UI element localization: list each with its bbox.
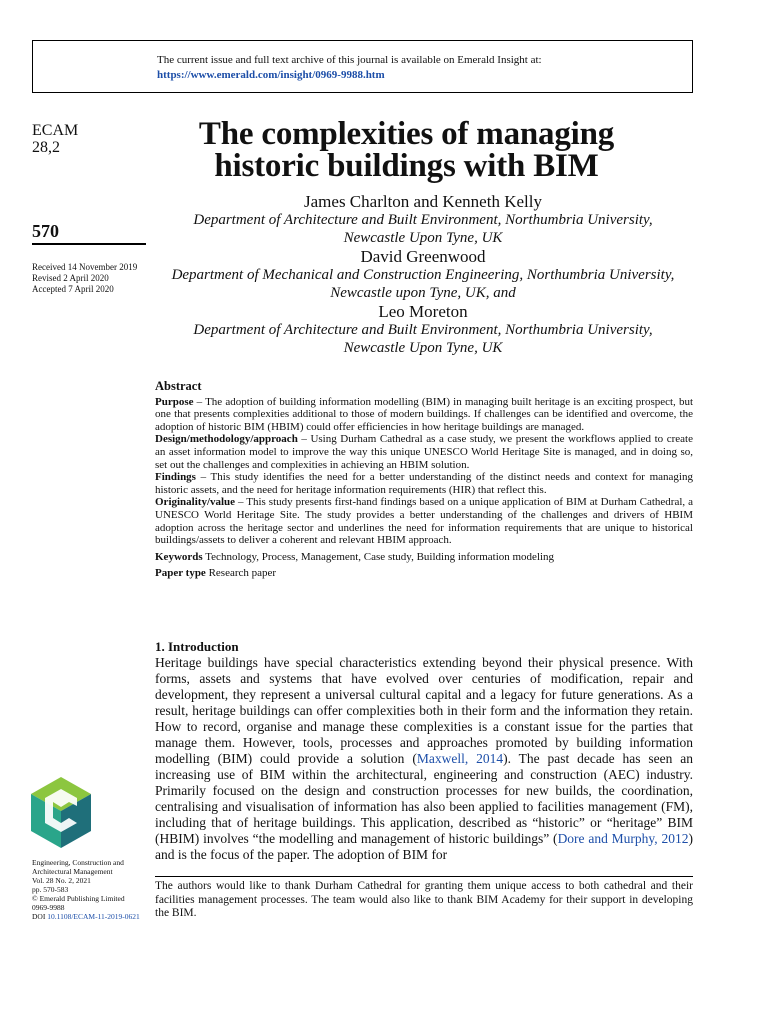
design-label: Design/methodology/approach bbox=[155, 433, 298, 446]
abstract-heading: Abstract bbox=[155, 379, 202, 393]
author-names-3: Leo Moreton bbox=[378, 302, 468, 321]
keywords-row bbox=[155, 551, 693, 564]
originality-label: Originality/value bbox=[155, 496, 236, 509]
intro-text-part-2: ). The past decade has seen an increasing use of BIM within the architectural, engineering and construction (AEC) industry. Primarily focused on the design and construction processes for new builds, the coordination, centralising and visualisation of information has also been applied to facilities management (FM), including that of heritage buildings. This application, described as “historic” or “heritage” BIM (HBIM) involves “the modelling and management of historic buildings” ( bbox=[155, 751, 693, 846]
keywords-label: Keywords bbox=[155, 550, 203, 563]
title-line-2: historic buildings with BIM bbox=[214, 148, 599, 184]
citation-link-maxwell[interactable]: Maxwell, 2014 bbox=[416, 751, 504, 766]
author-names-1: James Charlton and Kenneth Kelly bbox=[304, 192, 542, 211]
affiliation-2-line-1: Department of Mechanical and Construction Engineering, Northumbria University, bbox=[171, 267, 675, 283]
paper-type-label: Paper type bbox=[155, 567, 206, 580]
affiliation-2-line-2: Newcastle upon Tyne, UK, and bbox=[330, 285, 516, 301]
citation-line: Architectural Management bbox=[32, 867, 113, 876]
paper-type-row bbox=[155, 567, 693, 580]
archive-notice-text: The current issue and full text archive of this journal is available on Emerald Insight at: bbox=[157, 54, 542, 66]
abstract-originality bbox=[155, 496, 693, 546]
intro-text-part-1: Heritage buildings have special characteristics extending beyond their physical presence. With forms, assets and systems that have evolved over centuries of modification, repair and development, they represent a universal cultural capital and a legacy for future generations. As a result, heritage buildings can offer complexities both in their form and the information they retain. How to record, organise and manage these complexities is a constant issue for the parties that manage them. However, tools, processes and approaches promoted by building information modelling (BIM) could provide a solution ( bbox=[155, 655, 693, 766]
page-number: 570 bbox=[32, 221, 59, 241]
abstract-purpose bbox=[155, 396, 693, 434]
design-text: – Using Durham Cathedral as a case study, we present the workflows applied to create an asset information model to improve the way this unique UNESCO World Heritage Site is managed, and in doing so, set out the challenges and complexities in achieving an HBIM solution. bbox=[155, 433, 693, 471]
citation-line: pp. 570-583 bbox=[32, 885, 69, 894]
abstract-findings bbox=[155, 471, 693, 496]
citation-link-dore-murphy[interactable]: Dore and Murphy, 2012 bbox=[557, 831, 689, 846]
citation-line: Engineering, Construction and bbox=[32, 858, 124, 867]
purpose-text: – The adoption of building information modelling (BIM) in managing built heritage is an exciting prospect, but one that presents complexities additional to those of modern buildings. If challenges can be identified and overcome, the adoption of historic BIM (HBIM) could offer efficiencies in how heritage buildings are managed. bbox=[155, 395, 693, 433]
journal-abbrev-text: ECAM bbox=[32, 122, 79, 139]
article-history bbox=[32, 262, 137, 295]
originality-text: – This study presents first-hand findings based on a unique application of BIM at Durham Cathedral, a UNESCO World Heritage Site. The study provides a better understanding of the challenges and drivers of HBIM adoption across the heritage sector and underlines the need for information requirements that are unique to historical buildings/assets to deliver a coherent and relevant HBIM approach. bbox=[155, 496, 693, 547]
findings-text: – This study identifies the need for a better understanding of the distinct needs and context for managing historic assets, and the need for heritage information requirements (HIR) that reflect this. bbox=[155, 471, 693, 496]
title-line-1: The complexities of managing bbox=[198, 116, 615, 152]
acknowledgement-footnote: The authors would like to thank Durham Cathedral for granting them unique access to both cathedral and their facilities management processes. The team would also like to thank BIM Academy for their support in developing the BIM. bbox=[155, 880, 693, 919]
abstract-section bbox=[155, 380, 693, 580]
article-title bbox=[155, 118, 658, 182]
archive-url-link[interactable]: https://www.emerald.com/insight/0969-9988.htm bbox=[157, 69, 385, 81]
intro-text-part-3: ) and is the focus of the paper. The adoption of BIM for bbox=[155, 831, 693, 862]
abstract-design bbox=[155, 433, 693, 471]
purpose-label: Purpose bbox=[155, 395, 194, 408]
journal-citation bbox=[32, 858, 147, 921]
affiliation-1-line-2: Newcastle Upon Tyne, UK bbox=[343, 230, 503, 246]
authors-block bbox=[155, 192, 691, 357]
emerald-publishing-logo-icon bbox=[29, 775, 93, 850]
citation-line: Vol. 28 No. 2, 2021 bbox=[32, 876, 91, 885]
introduction-heading: 1. Introduction bbox=[155, 639, 239, 654]
citation-line: 0969-9988 bbox=[32, 903, 65, 912]
received-date: Received 14 November 2019 bbox=[32, 262, 138, 272]
paper-type-text: Research paper bbox=[205, 567, 277, 580]
author-names-2: David Greenwood bbox=[360, 247, 486, 266]
doi-link[interactable]: 10.1108/ECAM-11-2019-0621 bbox=[47, 912, 140, 921]
revised-date: Revised 2 April 2020 bbox=[32, 273, 109, 283]
page-number-rule bbox=[32, 243, 146, 245]
doi-line bbox=[32, 912, 147, 921]
doi-label: DOI bbox=[32, 912, 46, 921]
journal-abbreviation bbox=[32, 122, 78, 156]
findings-label: Findings bbox=[155, 471, 196, 484]
affiliation-3-line-2: Newcastle Upon Tyne, UK bbox=[343, 340, 503, 356]
journal-archive-notice-box bbox=[32, 40, 693, 93]
introduction-body bbox=[155, 655, 693, 863]
citation-line: © Emerald Publishing Limited bbox=[32, 894, 125, 903]
footnote-divider bbox=[155, 876, 693, 877]
volume-issue-text: 28,2 bbox=[32, 139, 60, 156]
keywords-text: Technology, Process, Management, Case study, Building information modeling bbox=[202, 550, 555, 563]
accepted-date: Accepted 7 April 2020 bbox=[32, 284, 114, 294]
affiliation-3-line-1: Department of Architecture and Built Environment, Northumbria University, bbox=[193, 322, 653, 338]
affiliation-1-line-1: Department of Architecture and Built Environment, Northumbria University, bbox=[193, 212, 653, 228]
